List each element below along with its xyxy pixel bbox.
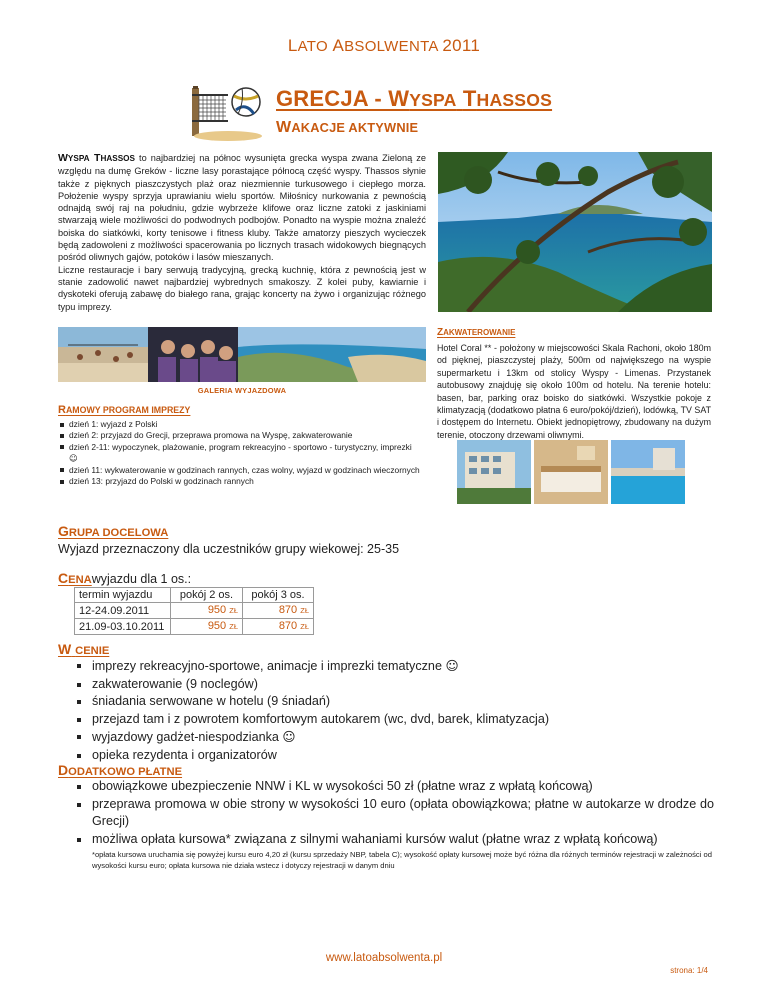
table-row [75, 603, 314, 619]
beach-volleyball-logo [192, 80, 264, 142]
program-list [60, 419, 422, 487]
accommodation-text: Hotel Coral ** - położony w miejscowości Skala Rachoni, około 180m od pięknej, piaszczystej plaży, 500m od największego na wyspie supermarketu i 13km od stolicy Wyspy - Limenas. Przystanek autobusowy znajduję się około 100m od hotelu. Na terenie hotelu: basen, bar, parking oraz boisko do siatkówki. Wszystkie pokoje z klimatyzacją (dodatkowo płatna 6 euro/pokój/dzień), lodówką, TV SAT i dostępem do Internetu. Obiekt jednopiętrowy, zbudowany na dużym terenie, otoczony drzewami oliwnymi. [437, 343, 711, 440]
gallery-label[interactable]: GALERIA WYJAZDOWA [197, 386, 287, 395]
price-cell: 950 ZŁ [171, 619, 243, 635]
program-heading: RAMOWY PROGRAM IMPREZY [58, 404, 191, 416]
extra-heading: DODATKOWO PŁATNE [58, 762, 183, 778]
header-year: 2011 [442, 36, 481, 55]
header-initial: A [332, 36, 345, 55]
footnote: *opłata kursowa uruchamia się powyżej kursu euro 4,20 zł (kursu sprzedaży NBP, tabela C); wysokość opłaty kursowej może być różna dla różnych terminów rejestracji w zależności od wysokości kursu euro; opłata kursowa nie działa wstecz i dotyczy rejestracji w danym dniu [92, 850, 712, 870]
included-item: przejazd tam i z powrotem komfortowym autokarem (wc, dvd, barek, klimatyzacja) [74, 711, 714, 729]
included-item: wyjazdowy gadżet-niespodzianka ☺ [74, 728, 714, 747]
column-header: termin wyjazdu [75, 588, 171, 603]
header-initial: L [287, 36, 298, 55]
smiley-icon: ☺ [282, 729, 296, 745]
page-subtitle: WAKACJE AKTYWNIE [276, 119, 419, 136]
included-item: imprezy rekreacyjno-sportowe, animacje i imprezki tematyczne ☺ [74, 657, 714, 676]
column-header: pokój 2 os. [171, 588, 243, 603]
program-item: dzień 13: przyjazd do Polski w godzinach rannych [60, 476, 422, 487]
included-list [74, 657, 714, 765]
program-item: dzień 2: przyjazd do Grecji, przeprawa promowa na Wyspę, zakwaterowanie [60, 430, 422, 441]
column-header: pokój 3 os. [243, 588, 314, 603]
document-header [0, 36, 768, 56]
table-header-row [75, 588, 314, 603]
price-cell: 950 ZŁ [171, 603, 243, 619]
hotel-photos [457, 440, 685, 504]
price-cell: 870 ZŁ [243, 619, 314, 635]
page-number: strona: 1/4 [670, 966, 708, 975]
program-item: dzień 2-11: wypoczynek, plażowanie, program rekreacyjno - sportowo - turystyczny, imprezki ☺ [60, 442, 422, 465]
group-heading: GRUPA DOCELOWA [58, 523, 169, 539]
sea-view-photo [438, 152, 712, 312]
intro-text: to najbardziej na północ wysunięta grecka wyspa zwana Zieloną ze względu na dumę Greków - liczne lasy porastające północą część wyspy. Thassos słynie także z pięknych piaszczystych plaż oraz niezmiennie turkusowego i ciepłego morza. Położenie wyspy sprzyja uprawianiu wielu sportów. Miłośnicy nurkowania z pewnością odnajdą swój raj na południu, gdzie wybrzeże klifowe oraz liczne zatoki z jaskiniami stwarzają wiele możliwości do podwodnych podbojów. Ponadto na wyspie można znaleźć boiska do siatkówki, korty tenisowe i fitness kluby. Także amatorzy pieszych wycieczek będą zadowoleni z możliwości spacerowania po licznych trasach widokowych biegnących pośród oliwnych gajów, potoków i lasów mieszanych. [58, 153, 426, 263]
header-text: BSOLWENTA [344, 38, 438, 55]
included-heading: W CENIE [58, 641, 110, 657]
extra-item: przeprawa promowa w obie strony w wysokości 10 euro (opłata obowiązkowa; płatne w autokarze w drodze do Grecji) [74, 796, 714, 831]
table-row [75, 619, 314, 635]
group-text: Wyjazd przeznaczony dla uczestników grupy wiekowej: 25-35 [58, 542, 400, 556]
included-item: śniadania serwowane w hotelu (9 śniadań) [74, 693, 714, 711]
page-title: GRECJA - WYSPA THASSOS [276, 86, 553, 111]
date-cell: 21.09-03.10.2011 [75, 619, 171, 635]
intro-text-2: Liczne restauracje i bary serwują tradycyjną, grecką kuchnię, która z pewnością jest w stanie zadowolić nawet najbardziej wybrednych smakoszy. Z kolei puby, kawiarnie i dyskoteki oferują zabawę do białego rana, grając koncerty na żywo i organizując różnego typu imprezy. [58, 264, 426, 312]
program-item: dzień 11: wykwaterowanie w godzinach rannych, czas wolny, wyjazd w godzinach wieczornych [60, 465, 422, 476]
price-cell: 870 ZŁ [243, 603, 314, 619]
website-link[interactable]: www.latoabsolwenta.pl [325, 952, 443, 964]
header-text: ATO [297, 38, 328, 55]
date-cell: 12-24.09.2011 [75, 603, 171, 619]
price-table [74, 587, 314, 635]
extra-item: obowiązkowe ubezpieczenie NNW i KL w wysokości 50 zł (płatne wraz z wpłatą końcową) [74, 778, 714, 796]
included-item: opieka rezydenta i organizatorów [74, 747, 714, 765]
program-item: dzień 1: wyjazd z Polski [60, 419, 422, 430]
extra-item: możliwa opłata kursowa* związana z silnymi wahaniami kursów walut (płatne wraz z wpłatą końcową) [74, 831, 714, 849]
included-item: zakwaterowanie (9 noclegów) [74, 676, 714, 694]
intro-paragraph [58, 152, 426, 313]
intro-lead: WYSPA THASSOS [58, 152, 135, 164]
smiley-icon: ☺ [445, 658, 459, 673]
accommodation-heading: ZAKWATEROWANIE [437, 327, 516, 338]
smiley-icon: ☺ [69, 453, 78, 464]
price-heading: CENAwyjazdu dla 1 os.: [58, 570, 192, 586]
gallery-photo-strip [58, 327, 426, 382]
extra-list [74, 778, 714, 848]
